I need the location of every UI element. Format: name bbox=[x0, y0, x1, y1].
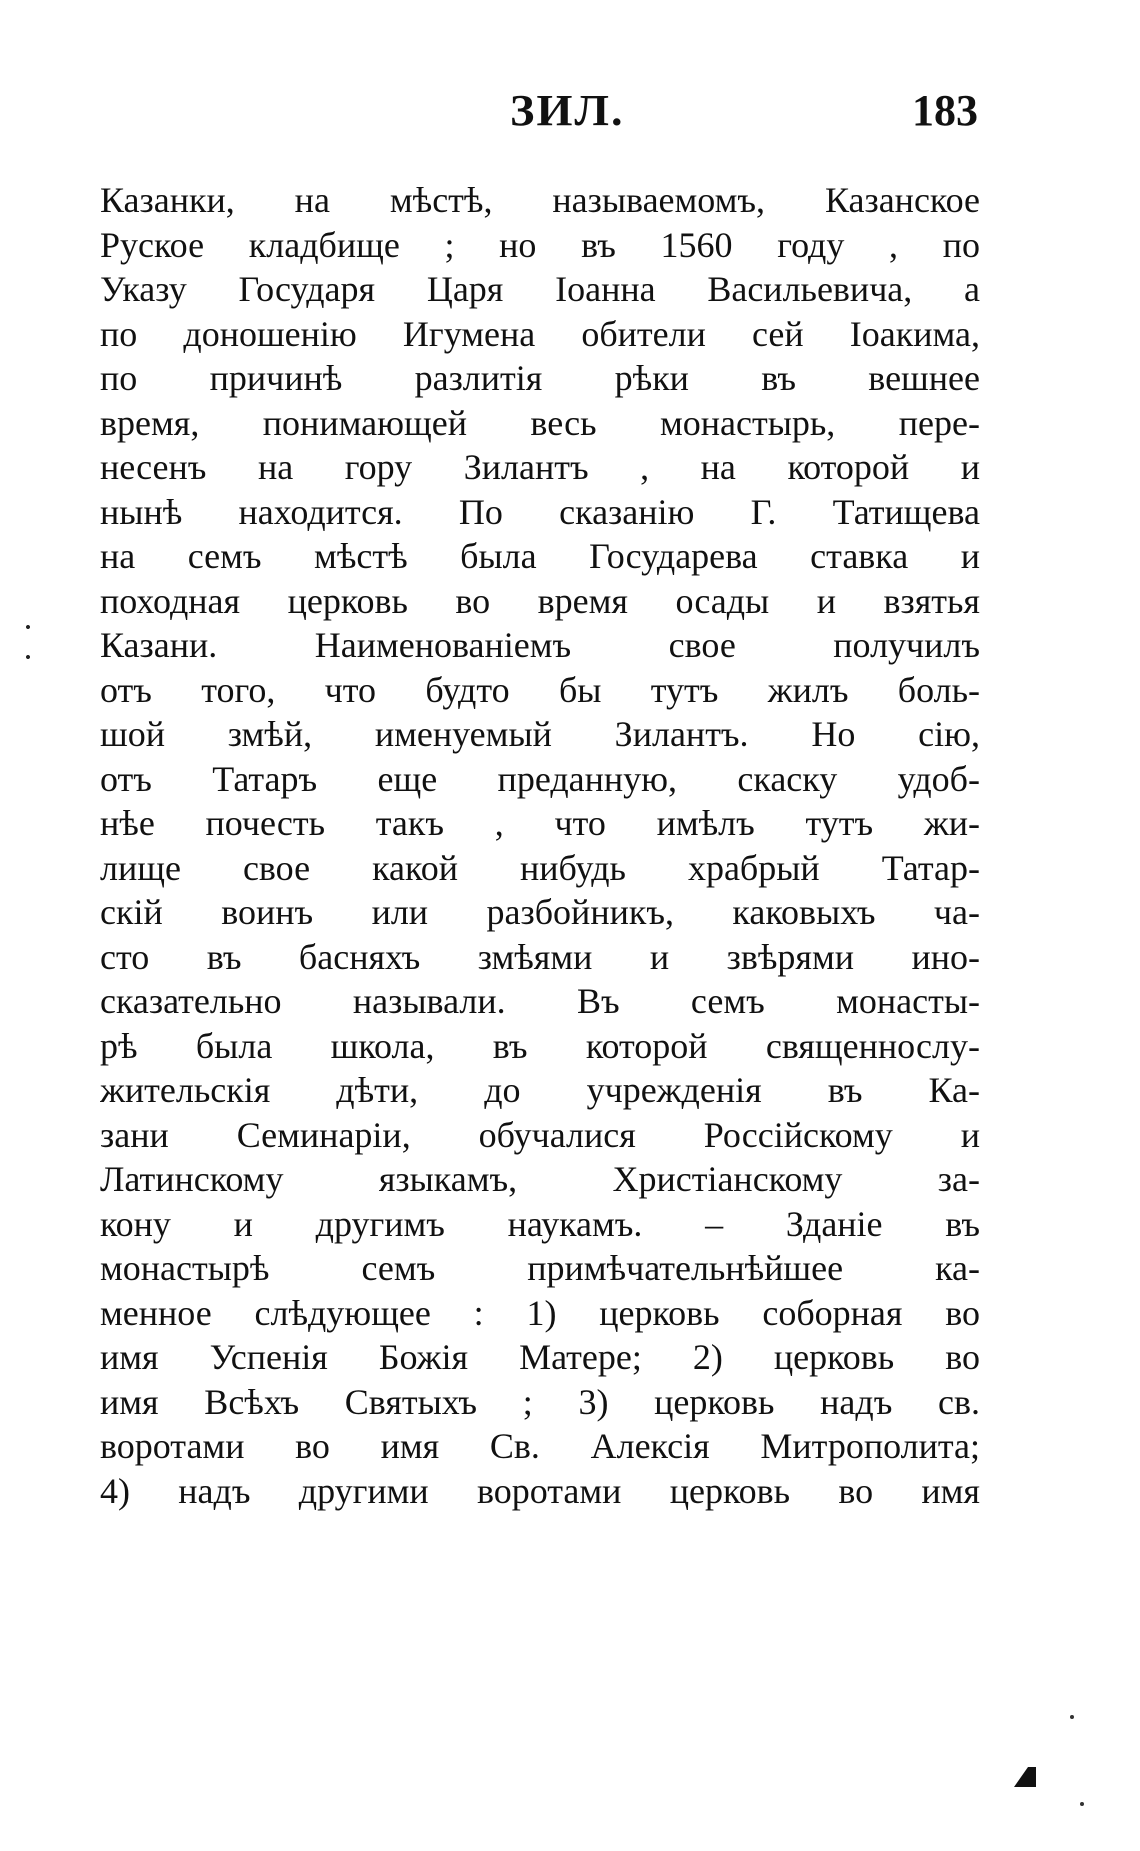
text-line: по доношенію Игумена обители сей Іоакима, bbox=[100, 313, 980, 354]
text-line: время, понимающей весь монастырь, пере- bbox=[100, 402, 980, 443]
text-line: жительскія дѣти, до учрежденія въ Ка- bbox=[100, 1070, 980, 1110]
text-line: скій воинъ или разбойникъ, каковыхъ ча- bbox=[100, 892, 980, 932]
text-line: Латинскому языкамъ, Христіанскому за- bbox=[100, 1159, 980, 1199]
page-number: 183 bbox=[912, 86, 978, 135]
text-line: Руское кладбище ; но въ 1560 году , по bbox=[100, 224, 980, 265]
text-line: на семъ мѣстѣ была Государева ставка и bbox=[100, 536, 980, 576]
text-line: воротами во имя Св. Алексія Митрополита; bbox=[100, 1426, 980, 1466]
text-line: рѣ была школа, въ которой священнослу- bbox=[100, 1025, 980, 1066]
text-line: сказательно называли. Въ семъ монасты- bbox=[100, 981, 980, 1021]
running-head: ЗИЛ. bbox=[510, 86, 625, 135]
text-line: сто въ басняхъ змѣями и звѣрями ино- bbox=[100, 936, 980, 977]
text-line: нѣе почесть такъ , что имѣлъ тутъ жи- bbox=[100, 803, 980, 843]
text-line: несенъ на гору Зилантъ , на которой и bbox=[100, 447, 980, 487]
text-line: Казанки, на мѣстѣ, называемомъ, Казанское bbox=[100, 180, 980, 220]
print-speck bbox=[1070, 1715, 1074, 1719]
text-line: походная церковь во время осады и взятья bbox=[100, 580, 980, 621]
print-speck bbox=[1080, 1802, 1084, 1806]
text-line: Казани. Наименованіемъ свое получилъ bbox=[100, 625, 980, 665]
text-line: менное слѣдующее : 1) церковь соборная во bbox=[100, 1292, 980, 1333]
text-line: отъ Татаръ еще преданную, скаску удоб- bbox=[100, 758, 980, 799]
text-line: 4) надъ другими воротами церковь во имя bbox=[100, 1470, 980, 1511]
corner-mark bbox=[1014, 1767, 1036, 1787]
text-line: монастырѣ семъ примѣчательнѣйшее ка- bbox=[100, 1248, 980, 1288]
margin-dots bbox=[24, 612, 32, 672]
body-text bbox=[100, 178, 980, 1513]
text-line: шой змѣй, именуемый Зилантъ. Но сію, bbox=[100, 714, 980, 754]
text-line: лище свое какой нибудь храбрый Татар- bbox=[100, 847, 980, 888]
text-line: по причинѣ разлитія рѣки въ вешнее bbox=[100, 358, 980, 398]
text-line: кону и другимъ наукамъ. – Зданіе въ bbox=[100, 1203, 980, 1244]
text-line: имя Успенія Божія Матере; 2) церковь во bbox=[100, 1337, 980, 1377]
text-line: имя Всѣхъ Святыхъ ; 3) церковь надъ св. bbox=[100, 1381, 980, 1422]
text-line: отъ того, что будто бы тутъ жилъ боль- bbox=[100, 669, 980, 710]
text-line: нынѣ находится. По сказанію Г. Татищева bbox=[100, 491, 980, 532]
text-line: зани Семинаріи, обучалися Россійскому и bbox=[100, 1114, 980, 1155]
text-line: Указу Государя Царя Іоанна Васильевича, а bbox=[100, 269, 980, 309]
page-header bbox=[0, 85, 1140, 155]
